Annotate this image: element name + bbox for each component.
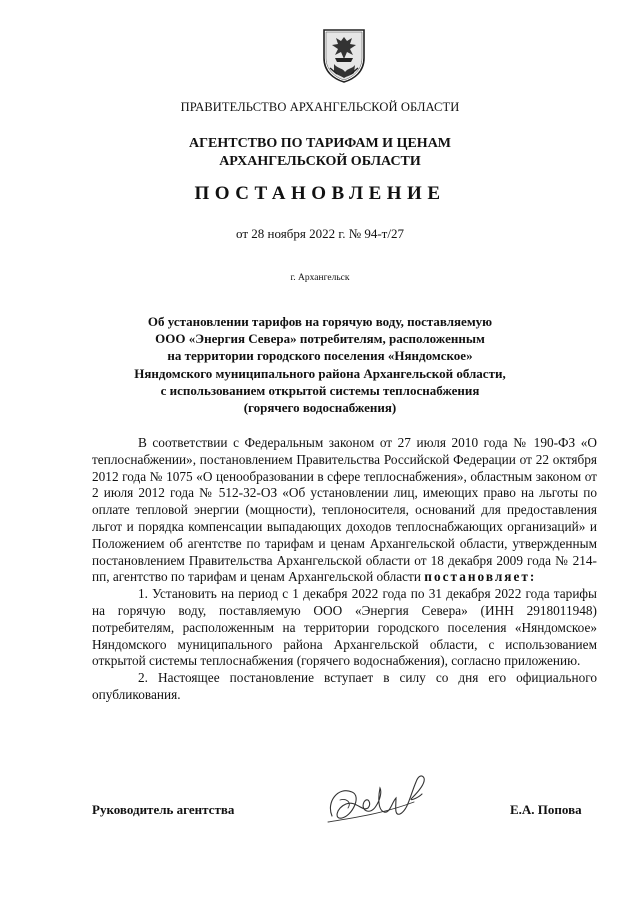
government-name: ПРАВИТЕЛЬСТВО АРХАНГЕЛЬСКОЙ ОБЛАСТИ — [180, 100, 460, 114]
document-body — [92, 435, 597, 704]
preamble-paragraph — [92, 435, 597, 586]
title-line: Няндомского муниципального района Архангельской области, — [134, 365, 506, 381]
document-title — [100, 313, 540, 416]
agency-name-line1: АГЕНТСТВО ПО ТАРИФАМ И ЦЕНАМ — [188, 136, 452, 151]
handwritten-signature — [322, 772, 434, 836]
agency-name-line2: АРХАНГЕЛЬСКОЙ ОБЛАСТИ — [219, 154, 421, 169]
preamble-text: В соответствии с Федеральным законом от 27 июля 2010 года № 190-ФЗ «О теплоснабжении», постановлением Правительства Российской Федерации от 22 октября 2012 года № 1075 «О ценообразовании в сфере теплоснабжения», областным законом от 2 июля 2012 года № 512-32-ОЗ «Об установлении лиц, имеющих право на льготы по оплате тепловой энергии (мощности), теплоносителя, оснований для предоставления льгот и порядка компенсации выпадающих доходов теплоснабжающих организаций» и Положением об агентстве по тарифам и ценам Архангельской области, утвержденным постановлением Правительства Архангельской области от 18 декабря 2009 года № 214-пп, агентство по тарифам и ценам Архангельской области — [92, 435, 597, 585]
agency-name — [0, 135, 640, 171]
item-1-paragraph: 1. Установить на период с 1 декабря 2022 года по 31 декабря 2022 года тарифы на горячую воду, поставляемую ООО «Энергия Севера» (ИНН 2918011948) потребителям, расположенным на территории городского поселения «Няндомское» Няндомского муниципального района Архангельской области, с использованием открытой системы теплоснабжения (горячего водоснабжения), согласно приложению. — [92, 586, 597, 669]
signatory-position: Руководитель агентства — [92, 802, 235, 817]
decree-word: постановляет: — [424, 569, 537, 585]
title-line: с использованием открытой системы теплоснабжения — [160, 382, 480, 398]
title-line: Об установлении тарифов на горячую воду, поставляемую — [147, 314, 493, 329]
document-city: г. Архангельск — [290, 273, 350, 283]
coat-of-arms-emblem — [321, 28, 367, 84]
document-date-number: от 28 ноября 2022 г. № 94-т/27 — [236, 226, 404, 241]
item-2-paragraph: 2. Настоящее постановление вступает в силу со дня его официального опубликования. — [92, 670, 597, 702]
document-type: ПОСТАНОВЛЕНИЕ — [194, 183, 446, 204]
title-line: (горячего водоснабжения) — [243, 400, 397, 416]
signatory-name: Е.А. Попова — [510, 802, 582, 817]
title-line: ООО «Энергия Севера» потребителям, расположенным — [155, 331, 485, 347]
title-line: на территории городского поселения «Няндомское» — [167, 348, 473, 364]
